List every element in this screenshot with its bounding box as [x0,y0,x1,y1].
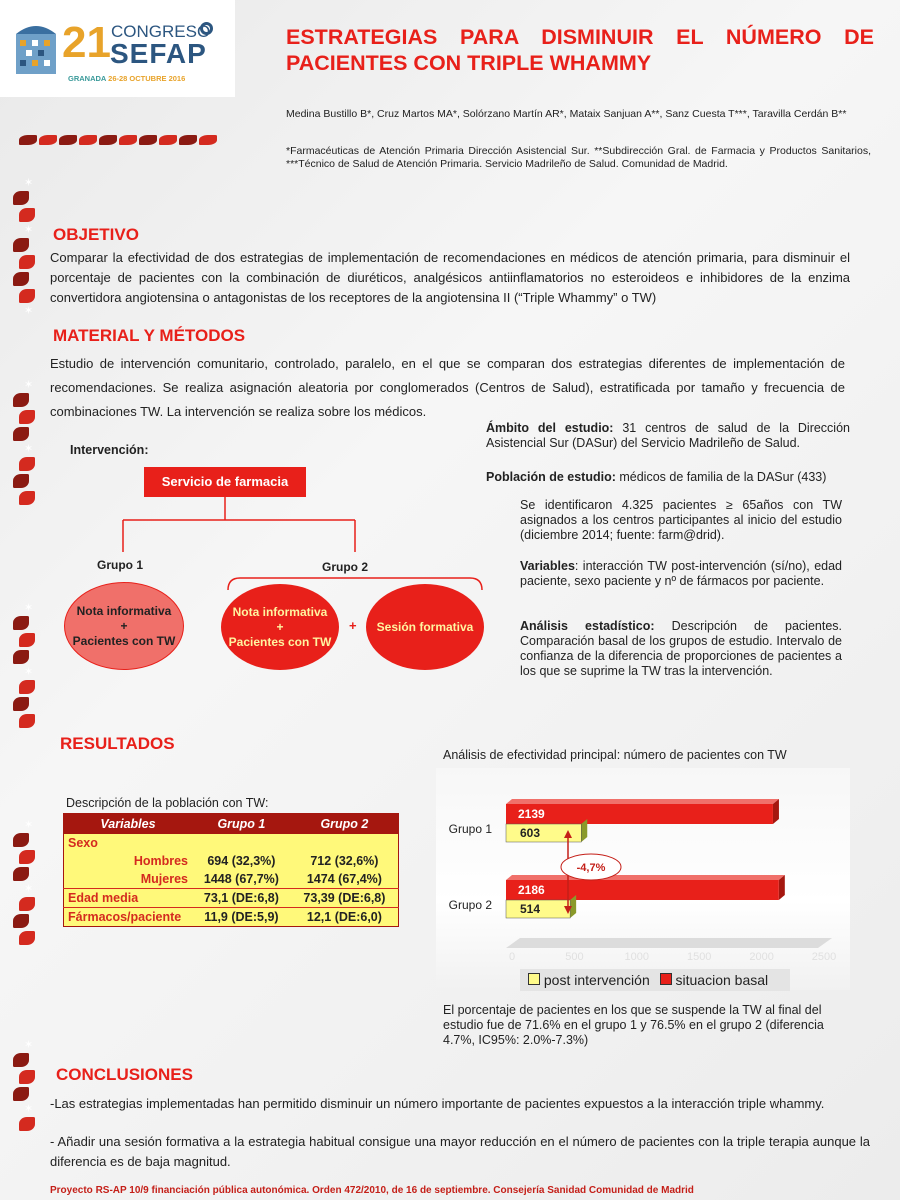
population-table [63,813,399,927]
x-tick-label: 0 [508,951,516,963]
bar-situacion-basal [506,880,779,900]
table-row: Edad media 73,1 (DE:6,8) 73,39 (DE:6,8) [64,889,399,908]
sesion-circle: Sesión formativa [366,584,484,670]
x-tick-label: 2500 [811,951,837,963]
identificaron-text: Se identificaron 4.325 pacientes ≥ 65años con TW asignados a los centros participantes al inicio del estudio (diciembre 2014; fuente: farm@drid). [520,498,842,542]
objetivo-title: OBJETIVO [53,225,139,244]
table-header-grupo1: Grupo 1 [192,814,291,835]
analisis-text: Análisis estadístico: Descripción de pacientes. Comparación basal de los grupos de estudio. Intervalo de confianza de la diferencia de proporciones de pacientes a los que se suprime la TW tras la intervención. [520,619,843,678]
table-header-grupo2: Grupo 2 [291,814,399,835]
conclusion-2: - Añadir una sesión formativa a la estrategia habitual consigue una mayor reducción en el número de pacientes con la triple terapia aunque la diferencia es de baja magnitud. [50,1134,870,1169]
objetivo-text: Comparar la efectividad de dos estrategias de implementación de recomendaciones en médicos de atención primaria, para disminuir el porcentaje de pacientes con la combinación de diuréticos, analgésicos antiinflamatorios no esteroideos e inhibidores de la enzima convertidora angiotensina o antagonistas de los receptores de la angiotensina II (“Triple Whammy” o TW) [50,250,850,305]
table-row: Mujeres 1448 (67,7%) 1474 (67,4%) [64,870,399,889]
legend-post-label: post intervención [543,972,650,988]
chart-legend [520,969,790,991]
ambito-text: Ámbito del estudio: 31 centros de salud de la Dirección Asistencial Sur (DASur) del Servicio Madrileño de Salud. [486,421,850,450]
legend-basal-swatch [660,973,672,985]
decorative-border-left-4: ✶ ✶ [10,820,32,948]
bar-value-label: 514 [520,902,541,916]
variables-text: Variables: interacción TW post-intervención (sí/no), edad paciente, sexo paciente y nº de fármacos por paciente. [520,559,842,588]
decorative-border-left-5: ✶ ✶ [10,1040,32,1134]
footer: Proyecto RS-AP 10/9 financiación pública autonómica. Orden 472/2010, de 16 de septiembre. Consejería Sanidad Comunidad de Madrid [50,1185,694,1196]
legend-post-swatch [528,973,540,985]
bar-situacion-basal [506,804,773,824]
table-row: Sexo [64,834,399,852]
poblacion-text: Población de estudio: médicos de familia de la DASur (433) [486,470,827,484]
table-row: Fármacos/paciente 11,9 (DE:5,9) 12,1 (DE:6,0) [64,908,399,927]
material-text: Estudio de intervención comunitario, controlado, paralelo, en el que se comparan dos estrategias diferentes de implementación de recomendaciones. Se realiza asignación aleatoria por conglomerados (Centros de Salud), estratificada por tamaño y frecuencia de combinaciones TW. La intervención se realiza sobre los médicos. [50,356,845,419]
bar-top [506,875,785,880]
group2-label: Grupo 2 [322,560,369,574]
chart-title: Análisis de efectividad principal: número de pacientes con TW [443,748,787,762]
bar-value-label: 2139 [518,807,545,821]
plus-sign: + [349,618,357,633]
intervention-label: Intervención: [70,443,149,457]
table-header-variables: Variables [64,814,193,835]
poster-title: ESTRATEGIAS PARA DISMINUIR EL NÚMERO DE PACIENTES CON TRIPLE WHAMMY [286,25,874,75]
category-label: Grupo 2 [448,898,492,912]
category-label: Grupo 1 [448,822,492,836]
bar-value-label: 2186 [518,883,545,897]
table-row: Hombres 694 (32,3%) 712 (32,6%) [64,852,399,870]
legend-basal-label: situacion basal [675,972,769,988]
decorative-border-left-3: ✶ ✶ [10,603,32,731]
table-title: Descripción de la población con TW: [66,796,269,810]
logo-congreso: CONGRESO [111,22,211,41]
group2-circle: Nota informativa + Pacientes con TW [221,584,339,670]
decorative-border-left-2: ✶ ✶ [10,380,32,508]
results-conclusion-text: El porcentaje de pacientes en los que se suspende la TW al final del estudio fue de 71.6% en el grupo 1 y 76.5% en el grupo 2 (diferencia 4.7%, IC95%: 2.0%-7.3%) [443,1003,824,1047]
x-tick-label: 500 [565,951,584,963]
resultados-title: RESULTADOS [60,734,175,753]
logo-city-dates: GRANADA 26-28 OCTUBRE 2016 [68,74,186,83]
group1-label: Grupo 1 [97,558,144,572]
x-tick-label: 1500 [686,951,712,963]
x-tick-label: 1000 [624,951,650,963]
bar-top [506,799,779,804]
effectiveness-chart [436,768,850,990]
difference-annotation: -4,7% [576,862,606,874]
conclusiones-title: CONCLUSIONES [56,1065,193,1084]
decorative-border-left-1: ✶ ✶ ✶ [10,178,32,317]
bar-value-label: 603 [520,826,541,840]
bar-post-intervencion [506,824,581,842]
affiliations: *Farmacéuticas de Atención Primaria Dirección Asistencial Sur. **Subdirección Gral. de Farmacia y Productos Sanitarios, ***Técnico de Salud de Atención Primaria. Servicio Madrileño de Salud. Comunidad de Madrid. [286,145,871,170]
conclusion-1: -Las estrategias implementadas han permitido disminuir un número importante de pacientes expuestos a la interacción triple whammy. [50,1096,825,1111]
authors: Medina Bustillo B*, Cruz Martos MA*, Solórzano Martín AR*, Mataix Sanjuan A**, Sanz Cuesta T***, Taravilla Cerdán B** [286,108,847,120]
material-title: MATERIAL Y MÉTODOS [53,326,246,345]
logo-number: 21 [62,18,111,67]
group1-circle: Nota informativa + Pacientes con TW [64,582,184,670]
chart-floor [506,938,832,948]
x-tick-label: 2000 [749,951,774,963]
logo-sefap: SEFAP [110,38,207,69]
service-box: Servicio de farmacia [144,467,306,497]
